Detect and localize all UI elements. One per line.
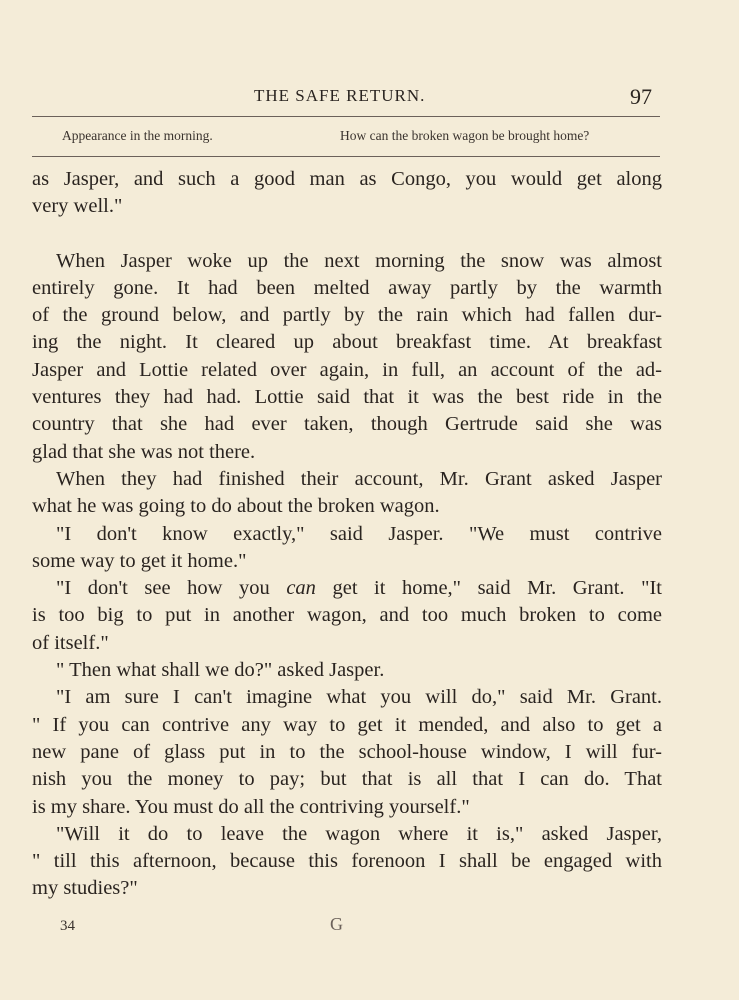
text-line: what he was going to do about the broken wagon. <box>32 495 440 518</box>
text-line: " till this afternoon, because this forenoon I shall be engaged with <box>32 850 662 873</box>
text-line: new pane of glass put in to the school-house window, I will fur- <box>32 740 662 763</box>
text-line: of itself." <box>32 631 109 654</box>
text-line: entirely gone. It had been melted away partly by the warmth <box>32 276 662 299</box>
text-line: glad that she was not there. <box>32 440 256 463</box>
text-line: very well." <box>32 195 123 218</box>
header-rule-top <box>32 116 660 117</box>
paragraph-gap <box>32 221 662 248</box>
text-line: my studies?" <box>32 877 138 900</box>
text-line: ing the night. It cleared up about breakfast time. At breakfast <box>32 331 662 354</box>
text-line: When Jasper woke up the next morning the snow was almost <box>56 249 662 272</box>
text-line: as Jasper, and such a good man as Congo, you would get along <box>32 168 662 190</box>
text-line: country that she had ever taken, though Gertrude said she was <box>32 413 662 436</box>
text-line: " If you can contrive any way to get it mended, and also to get a <box>32 713 662 736</box>
running-title: THE SAFE RETURN. <box>254 86 426 105</box>
text-line: Jasper and Lottie related over again, in full, an account of the ad- <box>32 358 662 381</box>
text-line: When they had finished their account, Mr. Grant asked Jasper <box>56 467 662 490</box>
emphasis: can <box>286 577 316 600</box>
text-line: "I don't know exactly," said Jasper. "We must contrive <box>56 522 662 545</box>
text-line: is my share. You must do all the contriving yourself." <box>32 795 470 818</box>
body-text <box>32 166 662 903</box>
text-line: is too big to put in another wagon, and too much broken to come <box>32 604 662 627</box>
side-note-left: Appearance in the morning. <box>62 128 213 143</box>
text-line: "I am sure I can't imagine what you will do," said Mr. Grant. <box>56 686 662 709</box>
text-line: " Then what shall we do?" asked Jasper. <box>56 659 385 682</box>
header-rule-bottom <box>32 156 660 157</box>
text-line: "Will it do to leave the wagon where it is," asked Jasper, <box>56 822 662 845</box>
text-line <box>32 575 662 602</box>
text-line: ventures they had had. Lottie said that it was the best ride in the <box>32 386 662 409</box>
signature-mark: 34 <box>60 918 75 934</box>
text-segment: "I don't see how you <box>56 577 270 600</box>
running-head <box>0 84 739 110</box>
side-note-right: How can the broken wagon be brought home? <box>340 128 590 143</box>
page-number: 97 <box>630 84 652 109</box>
text-line: nish you the money to pay; but that is all that I can do. That <box>32 768 662 791</box>
text-segment: get it home," said Mr. Grant. "It <box>332 577 662 600</box>
gathering-letter: G <box>330 914 343 934</box>
text-line: some way to get it home." <box>32 549 247 572</box>
text-line: of the ground below, and partly by the rain which had fallen dur- <box>32 304 662 327</box>
